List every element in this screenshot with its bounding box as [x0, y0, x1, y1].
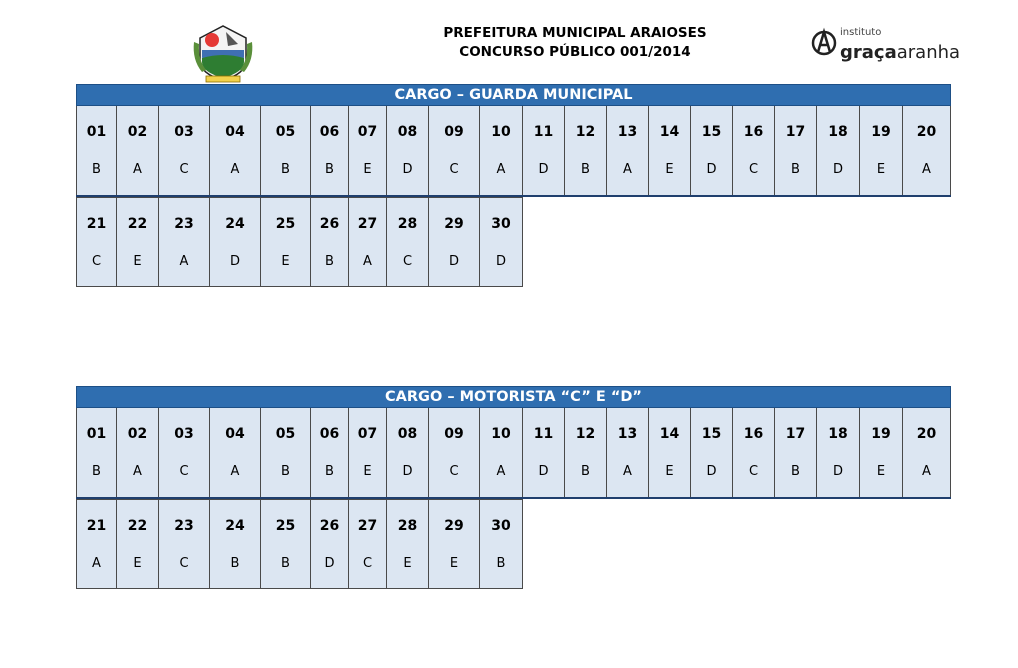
question-number: 06	[319, 426, 340, 442]
answer-letter: B	[325, 254, 334, 269]
question-number: 21	[86, 216, 107, 232]
question-number: 17	[785, 426, 806, 442]
answer-letter: D	[832, 162, 843, 177]
answer-letter: D	[706, 162, 717, 177]
question-number: 05	[275, 124, 296, 140]
question-number: 26	[319, 518, 340, 534]
question-number: 22	[127, 216, 148, 232]
answer-cell	[428, 106, 480, 196]
question-number: 24	[225, 518, 245, 534]
question-number: 04	[225, 426, 245, 442]
question-number: 27	[357, 518, 378, 534]
answer-letter: E	[876, 464, 886, 479]
page-title	[420, 24, 730, 62]
question-number: 29	[444, 518, 464, 534]
answer-cell	[76, 408, 117, 498]
question-number: 12	[575, 124, 596, 140]
answer-letter: A	[623, 464, 632, 479]
title-line-2: CONCURSO PÚBLICO 001/2014	[459, 44, 691, 60]
question-number: 28	[397, 518, 418, 534]
answer-letter: D	[832, 464, 843, 479]
question-number: 07	[357, 124, 378, 140]
title-line-1: PREFEITURA MUNICIPAL ARAIOSES	[443, 25, 707, 41]
answer-cell	[386, 408, 429, 498]
question-number: 10	[491, 124, 511, 140]
answer-letter: E	[363, 464, 372, 479]
question-number: 26	[319, 216, 340, 232]
question-number: 23	[174, 518, 194, 534]
question-number: 14	[659, 124, 680, 140]
answer-letter: A	[922, 464, 931, 479]
question-number: 03	[174, 426, 194, 442]
answer-cell	[606, 408, 649, 498]
answer-letter: D	[706, 464, 717, 479]
question-number: 19	[871, 124, 891, 140]
answer-letter: A	[230, 464, 240, 479]
answer-cell	[428, 408, 480, 498]
section-title: CARGO – MOTORISTA “C” E “D”	[76, 386, 951, 408]
municipal-crest-icon	[192, 20, 254, 84]
answer-cell	[648, 408, 691, 498]
answer-letter: B	[230, 556, 240, 571]
answer-letter: C	[449, 464, 459, 479]
answer-letter: D	[448, 254, 459, 269]
answer-cell	[158, 197, 210, 287]
answer-cell	[428, 499, 480, 589]
answer-cell	[116, 197, 159, 287]
question-number: 20	[916, 426, 937, 442]
answer-cell	[479, 197, 523, 287]
question-number: 18	[828, 124, 848, 140]
question-number: 04	[225, 124, 245, 140]
answer-cell	[260, 499, 311, 589]
answer-letter: A	[92, 556, 101, 571]
answer-cell	[209, 499, 261, 589]
answer-cell	[859, 106, 903, 196]
question-number: 09	[444, 426, 464, 442]
logo-brand-rest: aranha	[896, 42, 961, 63]
answer-letter: E	[449, 556, 459, 571]
question-number: 05	[275, 426, 296, 442]
question-number: 06	[319, 124, 340, 140]
question-number: 03	[174, 124, 194, 140]
logo-small-text: instituto	[840, 27, 882, 38]
question-number: 01	[86, 426, 107, 442]
question-number: 14	[659, 426, 680, 442]
question-number: 08	[397, 124, 418, 140]
answer-cell	[479, 499, 523, 589]
question-number: 18	[828, 426, 848, 442]
question-number: 02	[127, 124, 148, 140]
question-number: 19	[871, 426, 891, 442]
answer-cell	[479, 106, 523, 196]
answer-cell	[209, 197, 261, 287]
answer-cell	[816, 106, 860, 196]
answer-cell	[310, 106, 349, 196]
answer-letter: C	[748, 464, 759, 479]
answer-cell	[260, 197, 311, 287]
answer-letter: C	[179, 162, 189, 177]
answer-cell	[690, 106, 733, 196]
question-number: 13	[617, 124, 638, 140]
answer-cell	[606, 106, 649, 196]
answer-letter: C	[748, 162, 759, 177]
answer-letter: B	[325, 464, 334, 479]
answer-cell	[310, 499, 349, 589]
question-number: 30	[491, 518, 511, 534]
section-motorista	[76, 386, 951, 601]
answer-letter: D	[538, 162, 549, 177]
answer-cell	[76, 106, 117, 196]
question-number: 30	[491, 216, 511, 232]
logo-brand-bold: graça	[840, 42, 897, 63]
answer-cell	[428, 197, 480, 287]
question-number: 25	[275, 216, 296, 232]
question-number: 01	[86, 124, 107, 140]
answer-cell	[816, 408, 860, 498]
answer-cell	[209, 106, 261, 196]
answer-cell	[76, 197, 117, 287]
answer-cell	[386, 499, 429, 589]
answer-cell	[690, 408, 733, 498]
answer-letter: E	[876, 162, 886, 177]
question-number: 27	[357, 216, 378, 232]
question-number: 07	[357, 426, 378, 442]
question-number: 11	[533, 426, 554, 442]
question-number: 09	[444, 124, 464, 140]
answer-letter: A	[230, 162, 240, 177]
answer-letter: A	[133, 162, 142, 177]
answer-cell	[158, 106, 210, 196]
answer-cell	[116, 408, 159, 498]
answer-letter: A	[922, 162, 931, 177]
answer-cell	[348, 197, 387, 287]
question-number: 08	[397, 426, 418, 442]
answer-cell	[564, 408, 607, 498]
answer-cell	[732, 408, 775, 498]
answer-cell	[479, 408, 523, 498]
answer-cell	[522, 106, 565, 196]
answer-cell	[348, 106, 387, 196]
answer-cell	[774, 408, 817, 498]
question-number: 28	[397, 216, 418, 232]
svg-text:graçaaranha	[840, 42, 960, 63]
answer-letter: B	[92, 464, 101, 479]
answer-cell	[116, 499, 159, 589]
answer-cell	[310, 197, 349, 287]
question-number: 20	[916, 124, 937, 140]
answer-letter: C	[362, 556, 373, 571]
answer-letter: E	[665, 464, 674, 479]
section-title: CARGO – GUARDA MUNICIPAL	[76, 84, 951, 106]
answer-letter: C	[179, 556, 189, 571]
answer-letter: B	[791, 162, 800, 177]
answer-letter: B	[92, 162, 101, 177]
answer-letter: B	[496, 556, 506, 571]
answer-cell	[158, 499, 210, 589]
answer-letter: C	[91, 254, 102, 269]
answer-cell	[209, 408, 261, 498]
question-number: 29	[444, 216, 464, 232]
answer-letter: A	[179, 254, 189, 269]
answer-letter: A	[496, 162, 506, 177]
answer-cell	[522, 408, 565, 498]
answer-letter: A	[496, 464, 506, 479]
answer-letter: B	[281, 162, 290, 177]
question-number: 13	[617, 426, 638, 442]
answer-letter: B	[581, 464, 590, 479]
question-number: 16	[743, 426, 764, 442]
question-number: 24	[225, 216, 245, 232]
answer-cell	[902, 106, 951, 196]
question-number: 21	[86, 518, 107, 534]
question-number: 10	[491, 426, 511, 442]
instituto-graca-aranha-logo	[810, 22, 961, 66]
answer-cell	[260, 408, 311, 498]
answer-cell	[386, 106, 429, 196]
question-number: 22	[127, 518, 148, 534]
answer-letter: E	[133, 556, 142, 571]
answer-cell	[732, 106, 775, 196]
answer-letter: E	[133, 254, 142, 269]
answer-cell	[116, 106, 159, 196]
answer-cell	[902, 408, 951, 498]
answer-letter: B	[281, 464, 290, 479]
question-number: 12	[575, 426, 596, 442]
answer-letter: D	[229, 254, 240, 269]
answer-letter: C	[179, 464, 189, 479]
answer-letter: B	[281, 556, 290, 571]
answer-letter: E	[363, 162, 372, 177]
question-number: 25	[275, 518, 296, 534]
answer-cell	[648, 106, 691, 196]
answer-cell	[859, 408, 903, 498]
answer-letter: B	[325, 162, 334, 177]
answer-letter: E	[281, 254, 290, 269]
question-number: 15	[701, 124, 722, 140]
answer-letter: E	[403, 556, 412, 571]
answer-letter: A	[363, 254, 372, 269]
answer-cell	[158, 408, 210, 498]
question-number: 11	[533, 124, 554, 140]
question-number: 23	[174, 216, 194, 232]
question-number: 15	[701, 426, 722, 442]
answer-letter: D	[402, 162, 413, 177]
answer-cell	[774, 106, 817, 196]
answer-letter: D	[324, 556, 335, 571]
question-number: 16	[743, 124, 764, 140]
question-number: 02	[127, 426, 148, 442]
answer-cell	[76, 499, 117, 589]
answer-letter: C	[449, 162, 459, 177]
answer-letter: D	[538, 464, 549, 479]
answer-letter: C	[402, 254, 413, 269]
answer-letter: E	[665, 162, 674, 177]
answer-cell	[260, 106, 311, 196]
answer-cell	[348, 408, 387, 498]
answer-cell	[348, 499, 387, 589]
answer-letter: B	[791, 464, 800, 479]
answer-cell	[564, 106, 607, 196]
section-guarda-municipal	[76, 84, 951, 299]
answer-letter: A	[133, 464, 142, 479]
answer-letter: A	[623, 162, 632, 177]
answer-cell	[386, 197, 429, 287]
answer-cell	[310, 408, 349, 498]
answer-letter: D	[402, 464, 413, 479]
answer-letter: D	[495, 254, 506, 269]
answer-letter: B	[581, 162, 590, 177]
question-number: 17	[785, 124, 806, 140]
